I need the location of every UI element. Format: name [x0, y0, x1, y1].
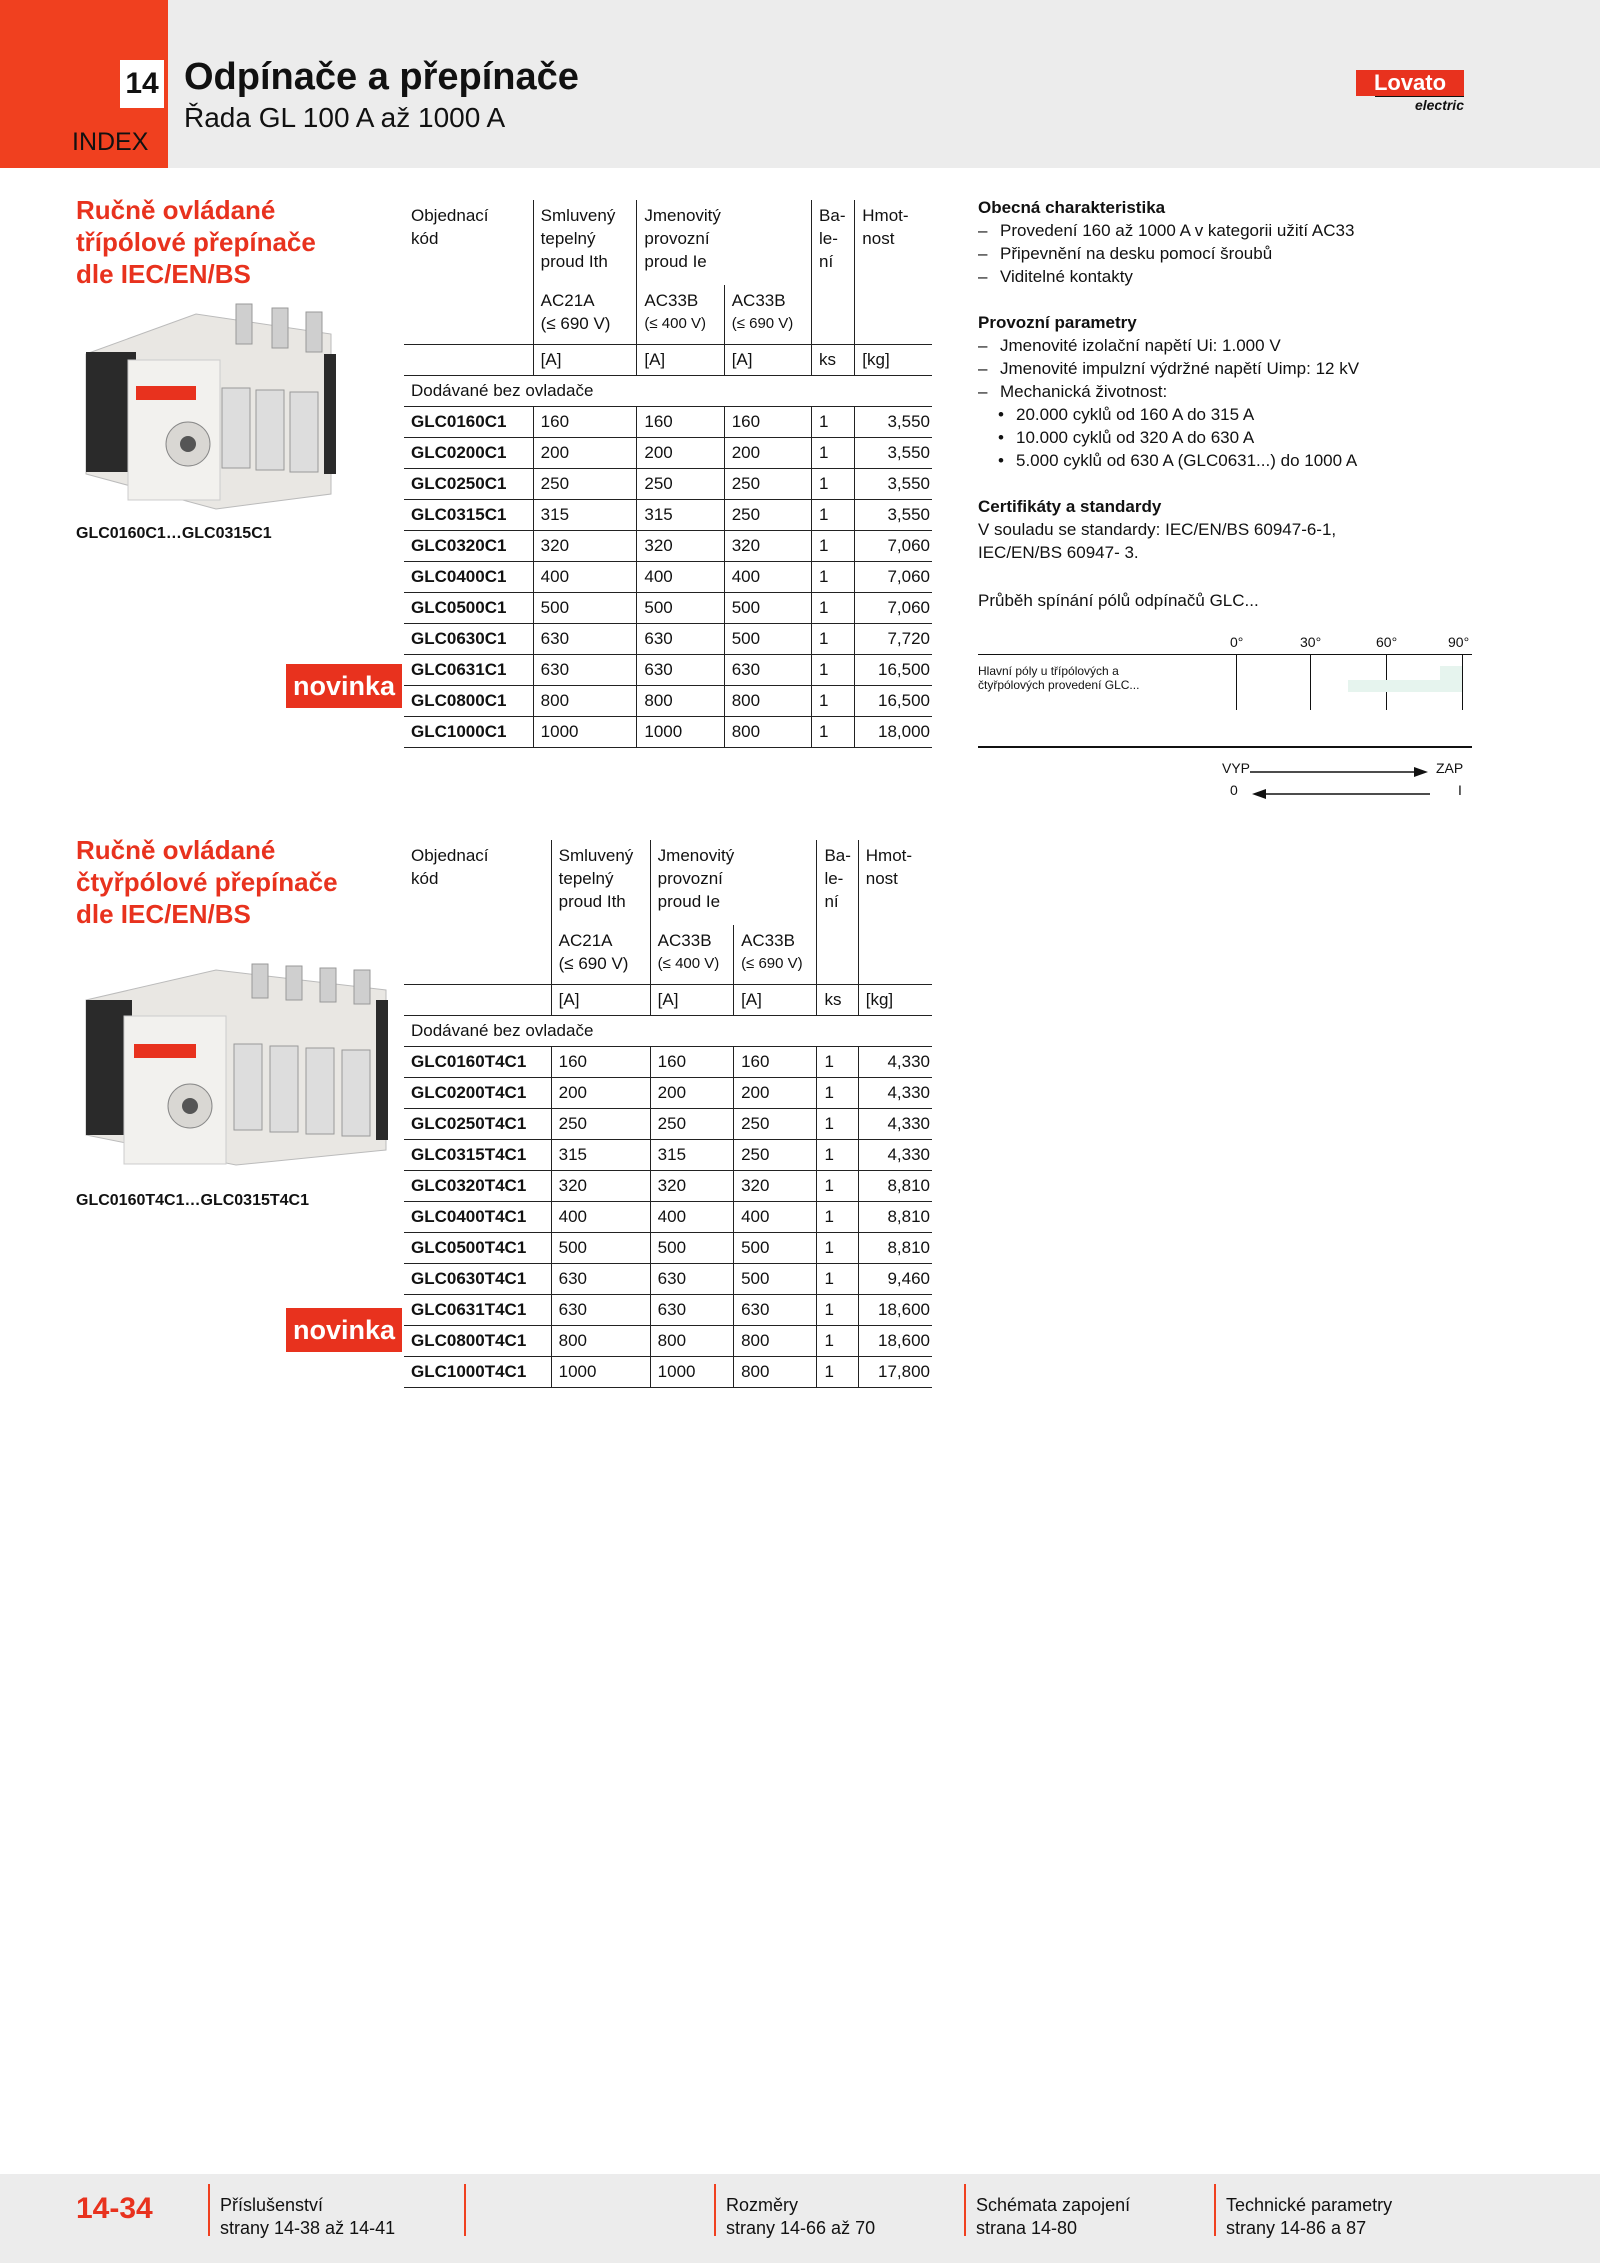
order-code: GLC0500T4C1	[404, 1233, 551, 1264]
table-cell: 200	[637, 438, 724, 469]
table-cell: 400	[551, 1202, 650, 1233]
table-cell: 500	[734, 1264, 817, 1295]
table-cell: 160	[650, 1047, 733, 1078]
table-cell: 18,000	[855, 717, 932, 748]
table-cell: 320	[650, 1171, 733, 1202]
table-cell: 1	[812, 562, 855, 593]
cert-title: Certifikáty a standardy	[978, 497, 1162, 516]
three-pole-switch-image	[76, 294, 346, 514]
order-code: GLC0250C1	[404, 469, 533, 500]
section1-caption: GLC0160C1…GLC0315C1	[76, 525, 272, 542]
col-header-ith: Smluvený tepelný proud Ith	[551, 840, 650, 925]
table-cell: 800	[533, 686, 637, 717]
table-row	[404, 624, 932, 655]
table-row	[404, 1047, 932, 1078]
table-cell: 800	[734, 1357, 817, 1388]
novinka-badge: novinka	[286, 1308, 402, 1352]
footer-separator	[464, 2184, 466, 2236]
footer-link-dimensions[interactable]: Rozměry strany 14-66 až 70	[726, 2195, 876, 2238]
table-cell: 400	[724, 562, 811, 593]
table-cell: 630	[650, 1295, 733, 1326]
table-cell: 500	[724, 593, 811, 624]
subheader-ac33b-690: AC33B (≤ 690 V)	[724, 285, 811, 344]
table-cell: 500	[533, 593, 637, 624]
table-row	[404, 1295, 932, 1326]
order-code: GLC0160T4C1	[404, 1047, 551, 1078]
table-cell: 250	[724, 469, 811, 500]
order-code: GLC0160C1	[404, 407, 533, 438]
table-cell: 630	[637, 655, 724, 686]
table-cell: 630	[650, 1264, 733, 1295]
table-cell: 4,330	[858, 1140, 932, 1171]
order-code: GLC0800T4C1	[404, 1326, 551, 1357]
table-row	[404, 1140, 932, 1171]
table-cell: 1	[812, 655, 855, 686]
general-characteristics: Obecná charakteristika – Provedení 160 až 1000 A v kategorii užití AC33 – Připevnění na desku pomocí šroubů – Viditelné kontakty Provozní parametry – Jmenovité izolační napětí Ui: 1.000 V – Jmenovité impulzní výdržné napětí Uimp: 12 kV – Mechanická životnost: • 20.000 cyklů od 160 A do 315 A • 10.000 cyklů od 320 A do 630 A • 5.000 cyklů od 630 A (GLC0631...) do 1000 A Certifikáty a standardy V souladu se standardy: IEC/EN/BS 60947-6-1, IEC/EN/BS 60947- 3. Průběh spínání pólů odpínačů GLC...	[978, 196, 1498, 612]
table-cell: 800	[724, 717, 811, 748]
footer-separator	[714, 2184, 716, 2236]
section1-table: Objednací kód Smluvený tepelný proud Ith Jmenovitý provozní proud Ie Ba- le- ní Hmot- nost AC21A (≤ 690 V) AC33B (≤ 400 V) AC33B (≤ 690 V) [A] [A] [A] ks [kg] Dodávané bez ovladače GLC0160C1 160 160 160 1 3,550 GLC0200C1 200 200 200 1 3,550 GLC0250C1 250 250 250 1 3,550 GLC0315C1 315 315 250 1 3,550 GLC0320C1 320 320 320 1 7,060 GLC0400C1 400 400 400 1 7,060 GLC0500C1 500 500 500 1 7,060 GLC0630C1 630 630 500 1 7,720 GLC0631C1 630 630 630 1 16,500 GLC0800C1 800 800 800 1 16,500 GLC1000C1 1000 1000 800 1 18,000	[404, 200, 932, 748]
order-code: GLC0800C1	[404, 686, 533, 717]
table-cell: 800	[734, 1326, 817, 1357]
table-cell: 630	[724, 655, 811, 686]
order-code: GLC0500C1	[404, 593, 533, 624]
table-row	[404, 469, 932, 500]
lovato-logo	[1356, 70, 1464, 114]
pole-switching-diagram: 0° 30° 60° 90° Hlavní póly u třípólových a čtyřpólových provedení GLC... VYP ZAP 0 I	[978, 630, 1472, 810]
table-cell: 1	[812, 717, 855, 748]
table-cell: 250	[637, 469, 724, 500]
table-cell: 160	[724, 407, 811, 438]
table-cell: 250	[533, 469, 637, 500]
page-title: Odpínače a přepínače	[184, 56, 579, 98]
table-cell: 16,500	[855, 655, 932, 686]
table-cell: 1000	[650, 1357, 733, 1388]
index-link[interactable]: INDEX	[72, 128, 149, 156]
table-cell: 1	[817, 1171, 858, 1202]
table-cell: 7,720	[855, 624, 932, 655]
table-row	[404, 531, 932, 562]
table-cell: 1	[817, 1326, 858, 1357]
table-cell: 8,810	[858, 1202, 932, 1233]
table-cell: 1	[817, 1202, 858, 1233]
table-cell: 320	[734, 1171, 817, 1202]
table-cell: 630	[637, 624, 724, 655]
general-title: Obecná charakteristika	[978, 198, 1166, 217]
col-header-pack: Ba- le- ní	[812, 200, 855, 345]
footer-link-technical[interactable]: Technické parametry strany 14-86 a 87	[1226, 2195, 1393, 2238]
table-cell: 7,060	[855, 593, 932, 624]
switching-arrows	[1250, 766, 1430, 804]
table-cell: 250	[650, 1109, 733, 1140]
col-header-code: Objednací kód	[411, 206, 489, 248]
table-cell: 8,810	[858, 1171, 932, 1202]
table-cell: 1	[817, 1109, 858, 1140]
col-header-weight: Hmot- nost	[858, 840, 932, 985]
section1-heading: Ručně ovládané třípólové přepínače dle IEC/EN/BS	[76, 195, 316, 289]
table-cell: 500	[724, 624, 811, 655]
table-row	[404, 686, 932, 717]
novinka-badge: novinka	[286, 664, 402, 708]
subheader-ac33b-690: AC33B (≤ 690 V)	[734, 925, 817, 984]
table-cell: 400	[637, 562, 724, 593]
table-cell: 160	[533, 407, 637, 438]
order-code: GLC0631C1	[404, 655, 533, 686]
col-header-ith: Smluvený tepelný proud Ith	[533, 200, 637, 285]
section2-caption: GLC0160T4C1…GLC0315T4C1	[76, 1192, 309, 1209]
table-cell: 1	[817, 1295, 858, 1326]
table-cell: 200	[551, 1078, 650, 1109]
table-cell: 1	[817, 1357, 858, 1388]
table-cell: 200	[533, 438, 637, 469]
operating-title: Provozní parametry	[978, 313, 1137, 332]
table-cell: 800	[551, 1326, 650, 1357]
table-cell: 1	[812, 624, 855, 655]
table-cell: 1000	[637, 717, 724, 748]
group-label: Dodávané bez ovladače	[404, 376, 932, 407]
table-cell: 1	[812, 593, 855, 624]
table-cell: 1	[817, 1233, 858, 1264]
table-cell: 200	[724, 438, 811, 469]
table-row	[404, 1109, 932, 1140]
table-cell: 400	[734, 1202, 817, 1233]
table-cell: 500	[551, 1233, 650, 1264]
table-cell: 250	[724, 500, 811, 531]
table-cell: 1000	[533, 717, 637, 748]
col-header-code: Objednací kód	[411, 846, 489, 888]
table-cell: 3,550	[855, 438, 932, 469]
table-cell: 1	[812, 407, 855, 438]
table-cell: 9,460	[858, 1264, 932, 1295]
table-row	[404, 1202, 932, 1233]
table-cell: 160	[734, 1047, 817, 1078]
table-cell: 1	[812, 438, 855, 469]
col-header-ie: Jmenovitý provozní proud Ie	[650, 840, 817, 925]
table-cell: 3,550	[855, 500, 932, 531]
col-header-ie: Jmenovitý provozní proud Ie	[637, 200, 812, 285]
table-row	[404, 438, 932, 469]
footer-separator	[1214, 2184, 1216, 2236]
logo-sub: electric	[1375, 96, 1464, 113]
subheader-ac33b-400: AC33B (≤ 400 V)	[650, 925, 733, 984]
footer-link-accessories[interactable]: Příslušenství strany 14-38 až 14-41	[220, 2195, 396, 2238]
table-cell: 1	[817, 1078, 858, 1109]
table-row	[404, 655, 932, 686]
table-cell: 400	[533, 562, 637, 593]
table-cell: 320	[724, 531, 811, 562]
table-cell: 3,550	[855, 407, 932, 438]
order-code: GLC1000T4C1	[404, 1357, 551, 1388]
table-cell: 1	[817, 1140, 858, 1171]
diagram-label: Hlavní póly u třípólových a čtyřpólových provedení GLC...	[978, 664, 1140, 692]
table-cell: 160	[551, 1047, 650, 1078]
table-cell: 200	[734, 1078, 817, 1109]
table-cell: 1	[812, 531, 855, 562]
table-cell: 4,330	[858, 1078, 932, 1109]
table-cell: 800	[650, 1326, 733, 1357]
order-code: GLC0631T4C1	[404, 1295, 551, 1326]
subheader-ac21a: AC21A (≤ 690 V)	[533, 285, 637, 344]
order-code: GLC0320T4C1	[404, 1171, 551, 1202]
table-cell: 200	[650, 1078, 733, 1109]
table-cell: 315	[637, 500, 724, 531]
table-cell: 800	[637, 686, 724, 717]
subheader-ac21a: AC21A (≤ 690 V)	[551, 925, 650, 984]
diagram-title: Průběh spínání pólů odpínačů GLC...	[978, 591, 1259, 610]
table-cell: 630	[533, 624, 637, 655]
order-code: GLC0315T4C1	[404, 1140, 551, 1171]
order-code: GLC0200T4C1	[404, 1078, 551, 1109]
table-row	[404, 593, 932, 624]
order-code: GLC0630T4C1	[404, 1264, 551, 1295]
footer-separator	[208, 2184, 210, 2236]
table-cell: 320	[637, 531, 724, 562]
table-cell: 315	[650, 1140, 733, 1171]
col-header-pack: Ba- le- ní	[817, 840, 858, 985]
table-cell: 400	[650, 1202, 733, 1233]
table-row	[404, 1078, 932, 1109]
order-code: GLC0630C1	[404, 624, 533, 655]
logo-brand: Lovato	[1356, 70, 1464, 96]
footer-link-wiring[interactable]: Schémata zapojení strana 14-80	[976, 2195, 1131, 2238]
table-cell: 630	[551, 1264, 650, 1295]
table-cell: 16,500	[855, 686, 932, 717]
order-code: GLC0400T4C1	[404, 1202, 551, 1233]
table-cell: 1	[812, 469, 855, 500]
table-cell: 250	[734, 1109, 817, 1140]
table-cell: 630	[533, 655, 637, 686]
table-cell: 1	[812, 500, 855, 531]
section2-table: Objednací kód Smluvený tepelný proud Ith Jmenovitý provozní proud Ie Ba- le- ní Hmot- nost AC21A (≤ 690 V) AC33B (≤ 400 V) AC33B (≤ 690 V) [A] [A] [A] ks [kg] Dodávané bez ovladače GLC0160T4C1 160 160 160 1 4,330 GLC0200T4C1 200 200 200 1 4,330 GLC0250T4C1 250 250 250 1 4,330 GLC0315T4C1 315 315 250 1 4,330 GLC0320T4C1 320 320 320 1 8,810 GLC0400T4C1 400 400 400 1 8,810 GLC0500T4C1 500 500 500 1 8,810 GLC0630T4C1 630 630 500 1 9,460 GLC0631T4C1 630 630 630 1 18,600 GLC0800T4C1 800 800 800 1 18,600 GLC1000T4C1 1000 1000 800 1 17,800	[404, 840, 932, 1388]
order-code: GLC0200C1	[404, 438, 533, 469]
table-cell: 630	[551, 1295, 650, 1326]
table-cell: 7,060	[855, 562, 932, 593]
table-cell: 320	[533, 531, 637, 562]
table-cell: 160	[637, 407, 724, 438]
table-cell: 630	[734, 1295, 817, 1326]
table-cell: 18,600	[858, 1295, 932, 1326]
table-cell: 1	[817, 1047, 858, 1078]
table-cell: 800	[724, 686, 811, 717]
table-cell: 4,330	[858, 1109, 932, 1140]
table-cell: 1	[812, 686, 855, 717]
chapter-number: 14	[120, 60, 164, 108]
footer-separator	[964, 2184, 966, 2236]
table-cell: 1	[817, 1264, 858, 1295]
table-cell: 500	[734, 1233, 817, 1264]
table-cell: 315	[533, 500, 637, 531]
table-cell: 250	[734, 1140, 817, 1171]
table-row	[404, 1264, 932, 1295]
col-header-weight: Hmot- nost	[855, 200, 932, 345]
table-cell: 17,800	[858, 1357, 932, 1388]
table-row	[404, 1326, 932, 1357]
table-cell: 18,600	[858, 1326, 932, 1357]
table-cell: 500	[650, 1233, 733, 1264]
table-cell: 500	[637, 593, 724, 624]
table-cell: 7,060	[855, 531, 932, 562]
table-cell: 315	[551, 1140, 650, 1171]
four-pole-switch-image	[76, 960, 396, 1170]
table-cell: 3,550	[855, 469, 932, 500]
table-cell: 250	[551, 1109, 650, 1140]
table-cell: 8,810	[858, 1233, 932, 1264]
table-row	[404, 1171, 932, 1202]
table-cell: 1000	[551, 1357, 650, 1388]
table-cell: 320	[551, 1171, 650, 1202]
order-code: GLC0320C1	[404, 531, 533, 562]
table-row	[404, 717, 932, 748]
page-number: 14-34	[76, 2192, 153, 2225]
table-row	[404, 562, 932, 593]
table-cell: 4,330	[858, 1047, 932, 1078]
section2-heading: Ručně ovládané čtyřpólové přepínače dle IEC/EN/BS	[76, 835, 338, 929]
table-row	[404, 500, 932, 531]
table-row	[404, 1357, 932, 1388]
order-code: GLC0315C1	[404, 500, 533, 531]
page-subtitle: Řada GL 100 A až 1000 A	[184, 102, 506, 133]
order-code: GLC0400C1	[404, 562, 533, 593]
group-label: Dodávané bez ovladače	[404, 1016, 932, 1047]
order-code: GLC0250T4C1	[404, 1109, 551, 1140]
order-code: GLC1000C1	[404, 717, 533, 748]
subheader-ac33b-400: AC33B (≤ 400 V)	[637, 285, 724, 344]
table-row	[404, 407, 932, 438]
table-row	[404, 1233, 932, 1264]
